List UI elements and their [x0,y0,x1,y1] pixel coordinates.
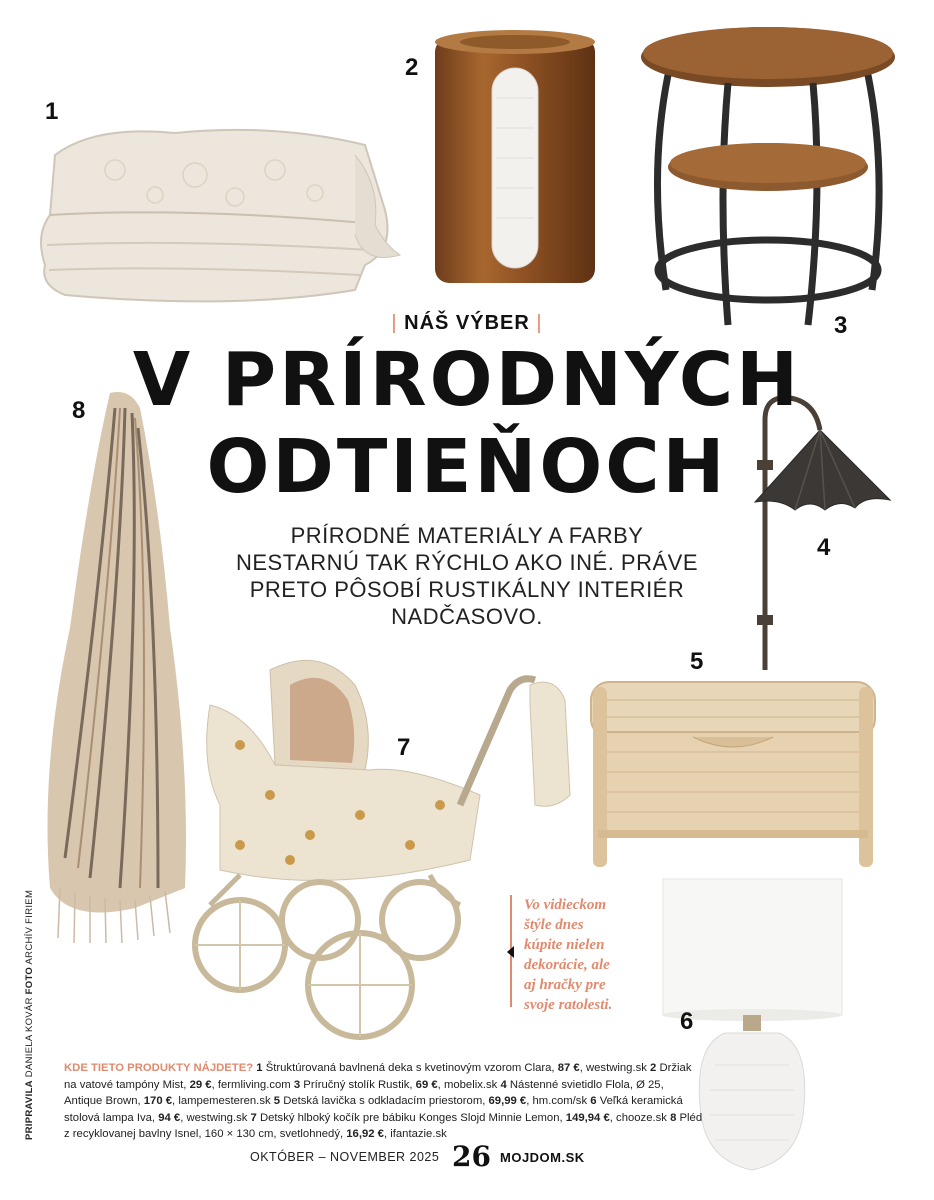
credit-item: 2 Držiak na vatové tampóny Mist, 29 €, fermliving.com [64,1062,692,1091]
section-label-bar-right: | [536,312,543,334]
doll-pram-image [180,645,580,1055]
tip-line: štýle dnes [524,917,584,933]
tip-line: Vo vidieckom [524,897,607,913]
credit-item: 5 Detská lavička s odkladacím priestorom, 69,99 €, hm.com/sk [273,1095,588,1108]
product-number-2: 2 [405,54,419,81]
section-label-text: NÁŠ VÝBER [404,312,530,334]
lead-line: PRÍRODNÉ MATERIÁLY A FARBY [290,523,644,548]
tip-line: dekorácie, ale [524,957,610,973]
credit-item: 7 Detský hlboký kočík pre bábiku Konges Slojd Minnie Lemon, 149,94 €, chooze.sk [250,1111,667,1124]
lead-line: PRETO PÔSOBÍ RUSTIKÁLNY INTERIÉR [249,577,685,602]
folded-quilted-blanket-image [35,115,400,320]
rattan-storage-bench-image [583,672,883,872]
credit-item: 8 Pléd z recyklovanej bavlny Isnel, 160 × 130 cm, svetlohnedý, 16,92 €, ifantazie.sk [64,1111,703,1141]
site-name: MOJDOM.SK [500,1150,585,1165]
product-number-7: 7 [397,734,411,761]
page-number: 26 [452,1140,491,1173]
page-title-line-1: V PRÍRODNÝCH [132,337,802,423]
credit-item: 6 Veľká keramická stolová lampa Iva, 94 €, westwing.sk [64,1095,683,1124]
tip-note [524,895,640,1015]
lead-line: NADČASOVO. [391,604,543,629]
round-side-table-image [638,25,898,340]
section-label-bar-left: | [391,312,398,334]
tip-line: aj hračky pre [524,977,606,993]
credit-item: 4 Nástenné svietidlo Flola, Ø 25, Antique Brown, 170 €, lampemesteren.sk [64,1078,664,1108]
product-number-5: 5 [690,648,704,675]
wooden-cotton-pad-holder-image [430,28,600,293]
credit-item: 3 Príručný stolík Rustik, 69 €, mobelix.sk [293,1078,498,1091]
tip-arrow-icon [507,946,514,958]
product-number-3: 3 [834,312,848,339]
product-credits [64,1060,704,1143]
tip-line: svoje ratolesti. [524,997,613,1013]
product-number-1: 1 [45,98,59,125]
tip-line: kúpite nielen [524,937,605,953]
photo-credit-vertical: PRIPRAVILA DANIELA KOVÁR FOTO ARCHÍV FIRIEM [24,889,35,1140]
credit-item: 1 Štruktúrovaná bavlnená deka s kvetinovým vzorom Clara, 87 €, westwing.sk [256,1062,647,1074]
issue-date: OKTÓBER – NOVEMBER 2025 [250,1150,440,1164]
product-number-8: 8 [72,397,86,424]
product-number-4: 4 [817,534,831,561]
lead-line: NESTARNÚ TAK RÝCHLO AKO INÉ. PRÁVE [236,550,698,575]
page-title-line-2: ODTIEŇOCH [206,424,728,510]
credits-heading: KDE TIETO PRODUKTY NÁJDETE? [64,1062,254,1074]
product-number-6: 6 [680,1008,694,1035]
lead-paragraph [200,522,734,630]
section-label [0,312,934,335]
